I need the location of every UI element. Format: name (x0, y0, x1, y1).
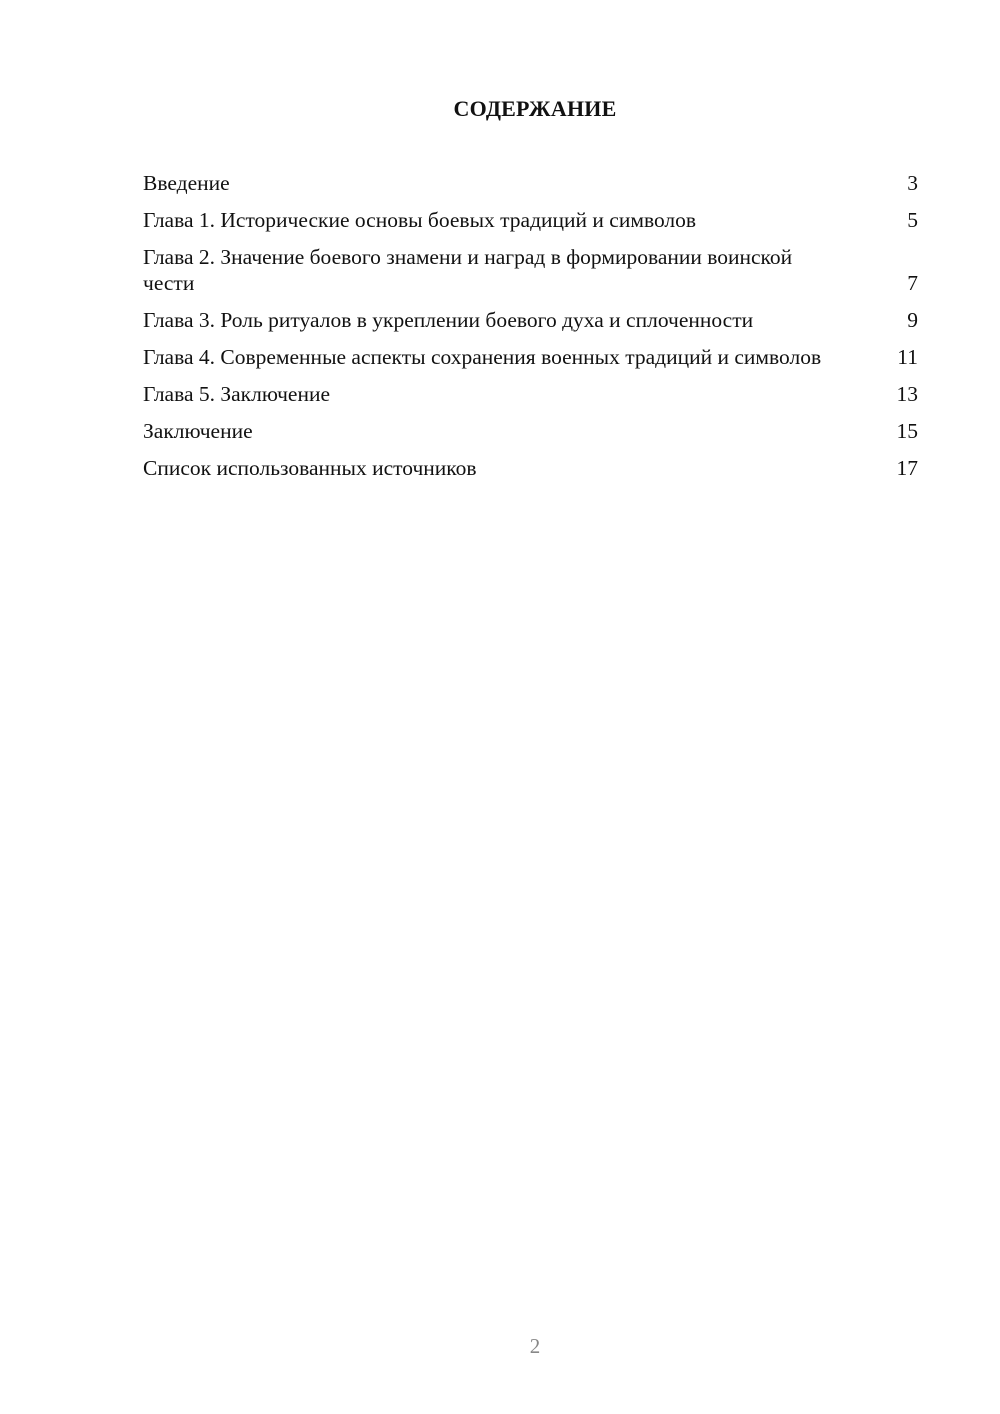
toc-entry-chapter-5 (143, 381, 918, 407)
toc-entry-chapter-1 (143, 207, 918, 233)
toc-entry-label: Глава 1. Исторические основы боевых традиций и символов (143, 208, 697, 232)
toc-entry-chapter-3 (143, 307, 918, 333)
toc-entry-label: Заключение (143, 419, 253, 443)
toc-entry-label: Список использованных источников (143, 456, 477, 480)
toc-entry-page: 3 (907, 171, 918, 195)
toc-entry-label: Глава 5. Заключение (143, 382, 331, 406)
toc-entry-label: Глава 4. Современные аспекты сохранения военных традиций и символов (143, 345, 822, 369)
toc-entry-chapter-4 (143, 344, 918, 370)
page-title: СОДЕРЖАНИЕ (453, 96, 617, 121)
toc-entry-page: 17 (896, 456, 918, 480)
toc-entry-label: Глава 2. Значение боевого знамени и наград в формировании воинской чести (143, 245, 793, 295)
table-of-contents (143, 170, 918, 492)
page-number: 2 (529, 1334, 541, 1358)
toc-entry-label: Введение (143, 171, 230, 195)
toc-entry-introduction (143, 170, 918, 196)
toc-entry-page: 9 (907, 308, 918, 332)
toc-entry-page: 13 (896, 382, 918, 406)
toc-entry-page: 15 (896, 419, 918, 443)
toc-entry-conclusion (143, 418, 918, 444)
toc-entry-chapter-2 (143, 244, 918, 296)
toc-entry-page: 5 (907, 208, 918, 232)
toc-entry-label: Глава 3. Роль ритуалов в укреплении боевого духа и сплоченности (143, 308, 754, 332)
toc-entry-page: 7 (907, 271, 918, 295)
toc-entry-page: 11 (897, 345, 918, 369)
toc-entry-references (143, 455, 918, 481)
